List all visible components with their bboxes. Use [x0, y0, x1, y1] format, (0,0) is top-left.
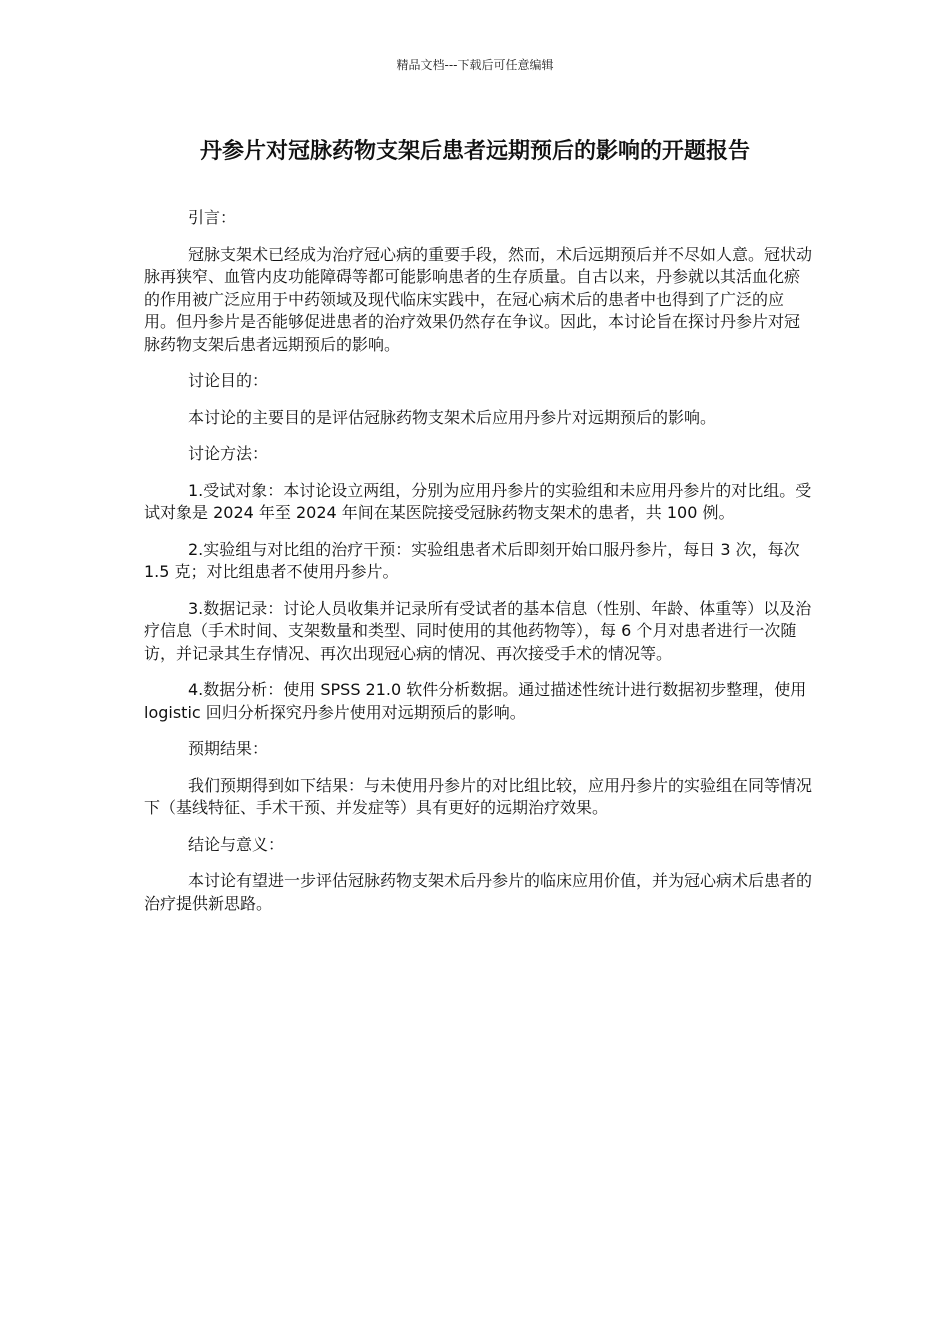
method-heading: 讨论方法：: [188, 444, 269, 463]
page-header: 精品文档---下载后可任意编辑: [396, 58, 554, 72]
purpose-heading: 讨论目的：: [188, 371, 269, 390]
method-item-subjects: 1.受试对象：本讨论设立两组，分别为应用丹参片的实验组和未应用丹参片的对比组。受试对象是 2024 年至 2024 年间在某医院接受冠脉药物支架术的患者，共 100 例。: [144, 480, 812, 522]
purpose-paragraph: 本讨论的主要目的是评估冠脉药物支架术后应用丹参片对远期预后的影响。: [188, 407, 717, 427]
method-item-data-analysis: 4.数据分析：使用 SPSS 21.0 软件分析数据。通过描述性统计进行数据初步整理，使用 logistic 回归分析探究丹参片使用对远期预后的影响。: [144, 680, 807, 722]
method-item-data-recording: 3.数据记录：讨论人员收集并记录所有受试者的基本信息（性别、年龄、体重等）以及治疗信息（手术时间、支架数量和类型、同时使用的其他药物等），每 6 个月对患者进行一次随访，并记录其生存情况、再次出现冠心病的情况、再次接受手术的情况等。: [144, 598, 812, 663]
conclusion-heading: 结论与意义：: [188, 834, 285, 854]
intro-heading: 引言：: [188, 208, 237, 227]
results-paragraph: 我们预期得到如下结果：与未使用丹参片的对比组比较，应用丹参片的实验组在同等情况下（基线特征、手术干预、并发症等）具有更好的远期治疗效果。: [144, 775, 813, 817]
results-heading: 预期结果：: [188, 739, 269, 758]
intro-paragraph: 冠脉支架术已经成为治疗冠心病的重要手段，然而，术后远期预后并不尽如人意。冠状动脉再狭窄、血管内皮功能障碍等都可能影响患者的生存质量。自古以来，丹参就以其活血化瘀的作用被广泛应用于中药领域及现代临床实践中，在冠心病术后的患者中也得到了广泛的应用。但丹参片是否能够促进患者的治疗效果仍然存在争议。因此，本讨论旨在探讨丹参片对冠脉药物支架后患者远期预后的影响。: [144, 244, 813, 354]
method-item-intervention: 2.实验组与对比组的治疗干预：实验组患者术后即刻开始口服丹参片，每日 3 次，每次 1.5 克；对比组患者不使用丹参片。: [144, 539, 800, 581]
conclusion-paragraph: 本讨论有望进一步评估冠脉药物支架术后丹参片的临床应用价值，并为冠心病术后患者的治疗提供新思路。: [144, 871, 813, 913]
document-body: [144, 207, 812, 929]
document-title: 丹参片对冠脉药物支架后患者远期预后的影响的开题报告: [199, 139, 750, 164]
